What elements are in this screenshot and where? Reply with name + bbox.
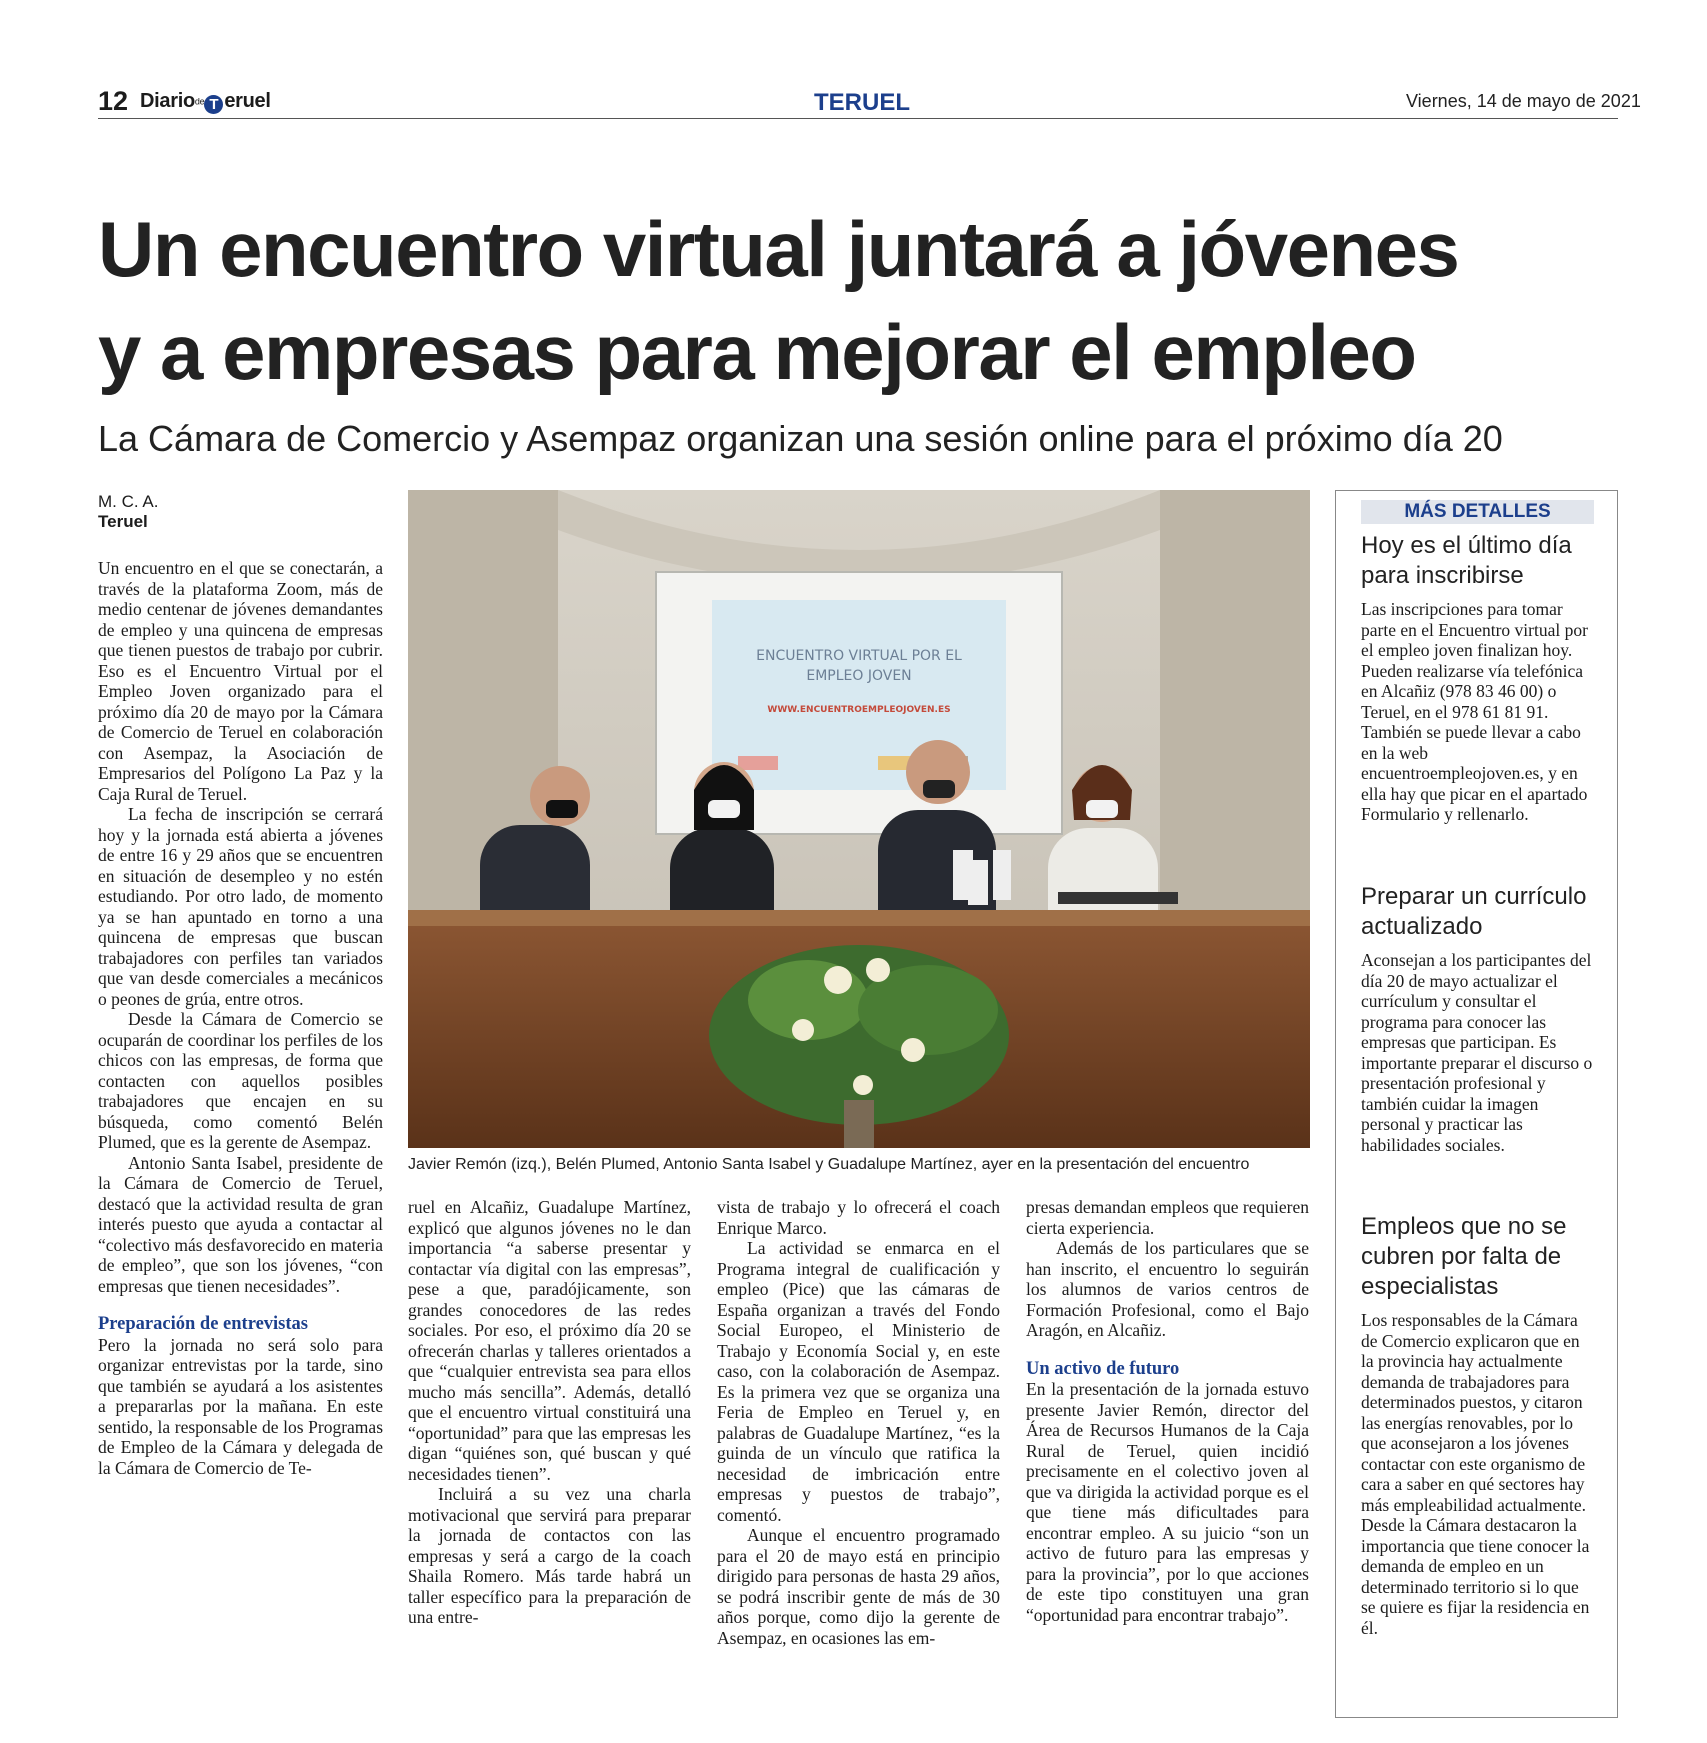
newspaper-logo xyxy=(140,90,271,114)
article-column-3 xyxy=(717,1197,1000,1648)
subheading-activo-futuro: Un activo de futuro xyxy=(1026,1358,1180,1379)
sidebar-item-title: Hoy es el último día para inscribirse xyxy=(1361,532,1572,589)
headline-line-1: Un encuentro virtual juntará a jóvenes xyxy=(98,205,1459,293)
byline-location: Teruel xyxy=(98,512,148,531)
sidebar-tag: MÁS DETALLES xyxy=(1361,500,1594,524)
byline xyxy=(98,492,158,532)
headline xyxy=(98,198,1458,404)
screen-text-line-1: ENCUENTRO VIRTUAL POR EL xyxy=(756,648,962,664)
subheadline: La Cámara de Comercio y Asempaz organizan una sesión online para el próximo día 20 xyxy=(98,418,1503,459)
screen-text-line-2: EMPLEO JOVEN xyxy=(806,668,912,684)
brand-de: de xyxy=(194,96,205,107)
sidebar-item-especialistas xyxy=(1361,1212,1594,1638)
headline-line-2: y a empresas para mejorar el empleo xyxy=(98,308,1416,396)
sidebar-item-inscripcion xyxy=(1361,531,1594,825)
paragraph: Incluirá a su vez una charla motivacional que servirá para preparar la jornada de contactos con las empresas y será a cargo de la coach Shaila Romero. Más tarde habrá un taller específico para la preparación de una entre- xyxy=(408,1484,691,1627)
sidebar-item-body: Los responsables de la Cámara de Comercio explicaron que en la provincia hay actualmente demanda de trabajadores para determinados puestos, y citaron las energías renovables, por lo que aconsejaron a los jóvenes contactar con este organismo de cara a saber en qué sectores hay más empleabilidad actualmente. Desde la Cámara destacaron la importancia que tiene conocer la demanda de empleo en un determinado territorio si lo que se quiere es fijar la residencia en él. xyxy=(1361,1310,1590,1638)
paragraph: Aunque el encuentro programado para el 20 de mayo está en principio dirigido para personas de hasta 29 años, se podrá inscribir gente de más de 30 años porque, como dijo la gerente de Asempaz, en ocasiones las em- xyxy=(717,1525,1000,1648)
paragraph: Pero la jornada no será solo para organizar entrevistas por la tarde, sino que también se ayudará a los asistentes a prepararlas por la mañana. En este sentido, la responsable de los Programas de Empleo de la Cámara y delegada de la Cámara de Comercio de Te- xyxy=(98,1334,383,1478)
paragraph: La fecha de inscripción se cerrará hoy y la jornada está abierta a jóvenes de entre 16 y 29 años que se encuentren en situación de desempleo y no estén estudiando. Por otro lado, de momento ya se han apuntado en torno a una quincena de empresas que buscan trabajadores con perfiles tan variados que van desde comerciales a mecánicos o peones de grúa, entre otros. xyxy=(98,804,383,1009)
paragraph: vista de trabajo y lo ofrecerá el coach Enrique Marco. xyxy=(717,1197,1000,1238)
paragraph: ruel en Alcañiz, Guadalupe Martínez, explicó que algunos jóvenes no le dan importancia “a saberse presentar y contactar vía digital con las empresas”, pese a que, paradójicamente, son grandes conocedores de las redes sociales. Por eso, el próximo día 20 se ofrecerán charlas y talleres orientados a que “cualquier entrevista sea para ellos mucho más sencilla”. Además, detalló que el encuentro virtual constituirá una “oportunidad” para que las empresas les digan “quiénes son, qué buscan y qué necesidades tienen”. xyxy=(408,1197,691,1484)
article-column-4 xyxy=(1026,1197,1309,1625)
article-column-2 xyxy=(408,1197,691,1628)
issue-date: Viernes, 14 de mayo de 2021 xyxy=(1406,91,1641,111)
header-divider xyxy=(98,118,1618,119)
sidebar-item-body: Las inscripciones para tomar parte en el Encuentro virtual por el empleo joven finalizan hoy. Pueden realizarse vía telefónica en Alcañiz (978 83 46 00) o Teruel, en el 978 61 81 91. También se puede llevar a cabo en la web encuentroempleojoven.es, y en ella hay que picar en el apartado Formulario y rellenarlo. xyxy=(1361,599,1588,824)
subheading-preparacion: Preparación de entrevistas xyxy=(98,1314,308,1334)
page-number: 12 xyxy=(98,86,129,116)
brand-prefix: Diario xyxy=(140,90,195,112)
paragraph: presas demandan empleos que requieren cierta experiencia. xyxy=(1026,1197,1309,1238)
byline-author: M. C. A. xyxy=(98,492,159,511)
paragraph: Un encuentro en el que se conectarán, a través de la plataforma Zoom, más de medio centenar de jóvenes demandantes de empleo y una quincena de empresas que tienen puestos de trabajo por cubrir. Eso es el Encuentro Virtual por el Empleo Joven organizado para el próximo día 20 de mayo por la Cámara de Comercio de Teruel en colaboración con Asempaz, la Asociación de Empresarios del Polígono La Paz y la Caja Rural de Teruel. xyxy=(98,558,383,804)
sidebar-item-curriculo xyxy=(1361,882,1594,1155)
paragraph: La actividad se enmarca en el Programa integral de cualificación y empleo (Pice) que las cámaras de España organizan a través del Fondo Social Europeo, el Ministerio de Trabajo y Economía Social y, en este caso, con la colaboración de Asempaz. Es la primera vez que se organiza una Feria de Empleo en Teruel y, en palabras de Guadalupe Martínez, “es la guinda de un vínculo que ratifica la necesidad de imbricación entre empresas y puestos de trabajo”, comentó. xyxy=(717,1238,1000,1525)
photo-caption: Javier Remón (izq.), Belén Plumed, Antonio Santa Isabel y Guadalupe Martínez, ayer en la presentación del encuentro xyxy=(408,1156,1250,1173)
paragraph: Antonio Santa Isabel, presidente de la Cámara de Comercio de Teruel, destacó que la actividad resulta de gran interés puesto que ayuda a contactar al “colectivo más desfavorecido en materia de empleo”, que son los jóvenes, “con empresas que tienen necesidades”. xyxy=(98,1152,383,1296)
paragraph: En la presentación de la jornada estuvo presente Javier Remón, director del Área de Recursos Humanos de la Caja Rural de Teruel, quien incidió precisamente en el colectivo joven al que va dirigida la actividad porque es el que tiene más dificultades para encontrar empleo. A su juicio “son un activo de futuro para las empresas y para la provincia”, por lo que acciones de este tipo constituyen una gran “oportunidad para encontrar trabajo”. xyxy=(1026,1379,1309,1625)
brand-t-logo-icon: T xyxy=(204,95,223,114)
section-label: TERUEL xyxy=(814,89,910,116)
brand-suffix: eruel xyxy=(224,90,271,112)
paragraph: Además de los particulares que se han inscrito, el encuentro lo seguirán los alumnos de varios centros de Formación Profesional, como el Bajo Aragón, en Alcañiz. xyxy=(1026,1238,1309,1340)
sidebar-item-body: Aconsejan a los participantes del día 20 de mayo actualizar el currículum y consultar el programa para conocer las empresas que participan. Es importante preparar el discurso o presentación profesional y también cuidar la imagen personal y practicar las habilidades sociales. xyxy=(1361,950,1593,1155)
press-conference-photo xyxy=(408,490,1310,1148)
sidebar-item-title: Empleos que no se cubren por falta de especialistas xyxy=(1361,1213,1567,1300)
sidebar-item-title: Preparar un currículo actualizado xyxy=(1361,883,1587,940)
paragraph: Desde la Cámara de Comercio se ocuparán de coordinar los perfiles de los chicos con las empresas, de forma que contacten con aquellos posibles trabajadores que encajen en su búsqueda, como comentó Belén Plumed, que es la gerente de Asempaz. xyxy=(98,1009,383,1152)
screen-url: WWW.ENCUENTROEMPLEOJOVEN.ES xyxy=(767,705,951,715)
article-column-1 xyxy=(98,558,383,1478)
